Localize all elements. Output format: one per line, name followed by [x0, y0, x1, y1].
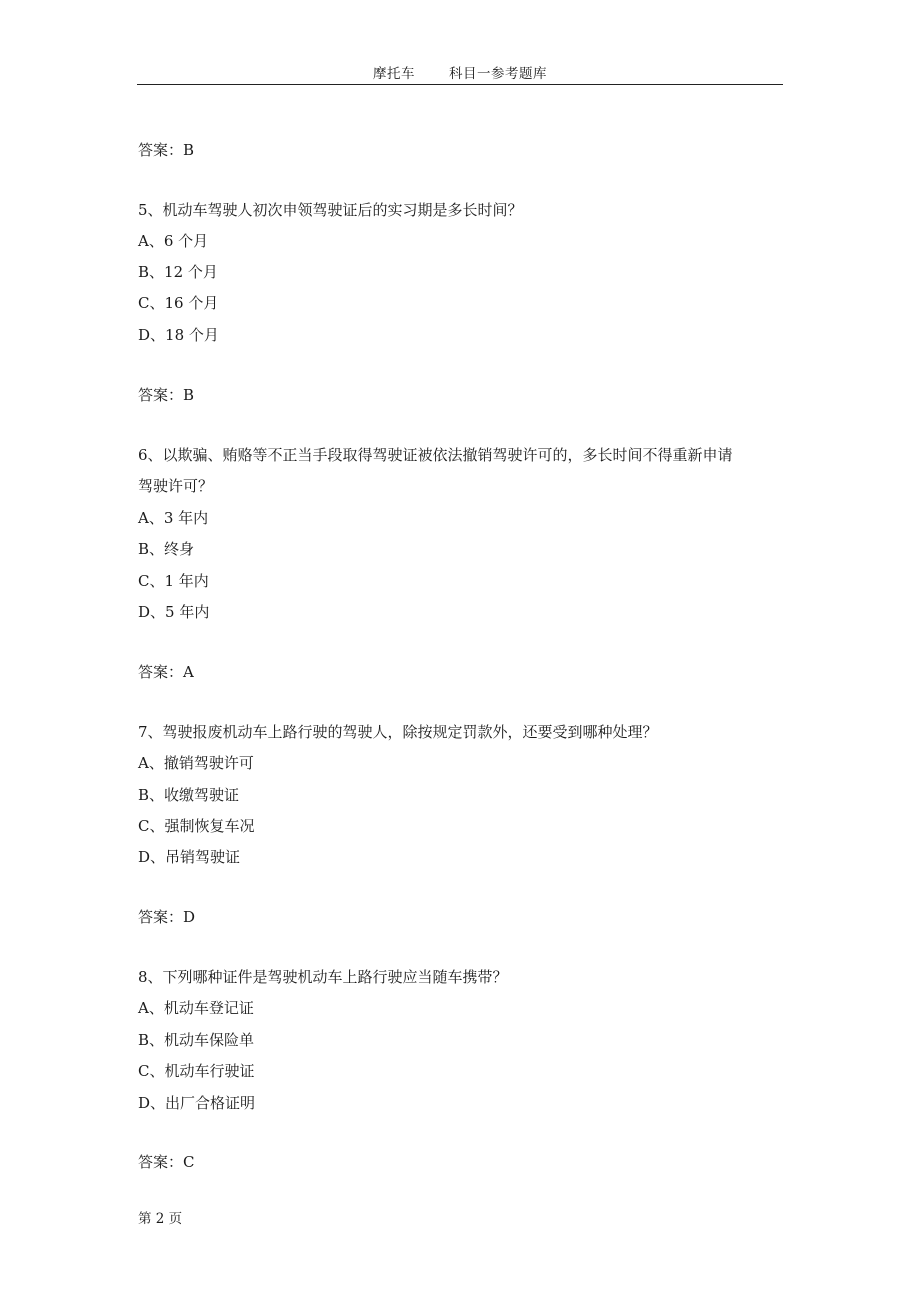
option-item: A、3 年内 — [138, 509, 209, 527]
question-stem: 8、下列哪种证件是驾驶机动车上路行驶应当随车携带？ — [138, 968, 508, 986]
question-stem: 7、驾驶报废机动车上路行驶的驾驶人，除按规定罚款外，还要受到哪种处理？ — [138, 723, 658, 741]
page-header — [137, 62, 783, 82]
question-stem: 5、机动车驾驶人初次申领驾驶证后的实习期是多长时间？ — [138, 201, 523, 219]
option-item: D、5 年内 — [138, 603, 210, 621]
header-category: 摩托车 — [373, 66, 415, 82]
option-item: B、机动车保险单 — [138, 1031, 255, 1049]
answer-line: 答案：A — [138, 663, 194, 681]
answer-line: 答案：B — [138, 141, 195, 159]
option-item: B、12 个月 — [138, 263, 218, 281]
option-item: D、18 个月 — [138, 326, 219, 344]
option-item: A、6 个月 — [138, 232, 209, 250]
option-item: C、机动车行驶证 — [138, 1062, 255, 1080]
answer-line: 答案：D — [138, 908, 196, 926]
option-item: B、终身 — [138, 540, 195, 558]
answer-line: 答案：B — [138, 386, 195, 404]
header-rule — [137, 84, 783, 85]
option-item: C、1 年内 — [138, 572, 209, 590]
answer-line: 答案：C — [138, 1153, 195, 1171]
header-title: 科目一参考题库 — [449, 66, 547, 82]
option-item: A、机动车登记证 — [138, 999, 254, 1017]
option-item: B、收缴驾驶证 — [138, 786, 240, 804]
option-item: D、出厂合格证明 — [138, 1094, 256, 1112]
option-item: C、强制恢复车况 — [138, 817, 255, 835]
option-item: A、撤销驾驶许可 — [138, 754, 254, 772]
question-stem: 6、以欺骗、贿赂等不正当手段取得驾驶证被依法撤销驾驶许可的，多长时间不得重新申请 — [138, 446, 733, 464]
option-item: D、吊销驾驶证 — [138, 848, 241, 866]
question-stem-continued: 驾驶许可？ — [138, 477, 214, 495]
page-number: 第 2 页 — [138, 1211, 183, 1227]
option-item: C、16 个月 — [138, 294, 219, 312]
